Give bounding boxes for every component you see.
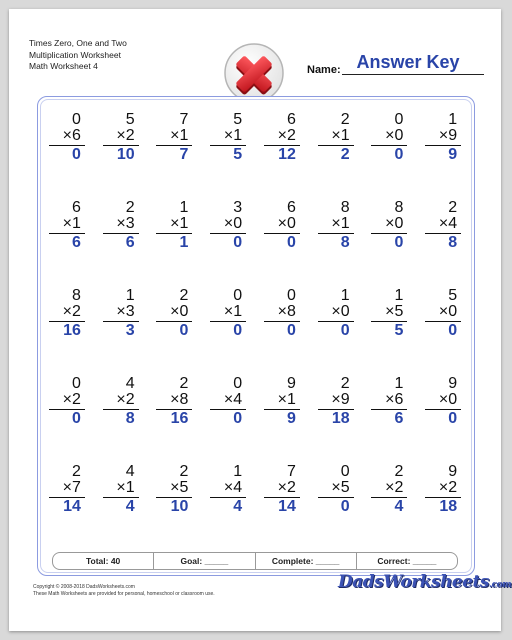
multiplication-problem <box>49 376 85 427</box>
multiplication-problem <box>49 464 85 515</box>
multiplication-problem <box>318 376 354 427</box>
score-bar <box>52 552 458 570</box>
multiplication-problem <box>156 112 192 163</box>
problem-answer: 4 <box>125 498 135 515</box>
problem-multiplier: ×5 <box>318 480 354 498</box>
problem-answer: 16 <box>63 322 81 339</box>
multiplication-problem <box>371 376 407 427</box>
problem-answer: 0 <box>340 322 350 339</box>
problem-cell <box>255 376 309 464</box>
problem-top-number: 2 <box>125 199 135 216</box>
problem-cell <box>40 376 94 464</box>
multiplication-problem <box>318 288 354 339</box>
problem-top-number: 2 <box>340 111 350 128</box>
problem-answer: 0 <box>340 498 350 515</box>
problem-multiplier: ×1 <box>318 216 354 234</box>
multiplication-problem <box>264 464 300 515</box>
problem-top-number: 1 <box>233 463 243 480</box>
multiplication-problem <box>210 112 246 163</box>
problem-cell <box>201 200 255 288</box>
problem-cell <box>416 112 470 200</box>
multiplication-problem <box>318 112 354 163</box>
problem-top-number: 5 <box>125 111 135 128</box>
problem-answer: 8 <box>340 234 350 251</box>
problem-top-number: 1 <box>394 287 404 304</box>
problem-multiplier: ×8 <box>156 392 192 410</box>
problem-multiplier: ×2 <box>103 392 139 410</box>
problem-answer: 14 <box>278 498 296 515</box>
problem-top-number: 0 <box>394 111 404 128</box>
problem-cell <box>148 200 202 288</box>
problem-top-number: 3 <box>233 199 243 216</box>
problem-multiplier: ×1 <box>49 216 85 234</box>
problem-multiplier: ×0 <box>425 304 461 322</box>
problem-multiplier: ×2 <box>425 480 461 498</box>
problem-top-number: 5 <box>448 287 458 304</box>
problem-multiplier: ×8 <box>264 304 300 322</box>
problem-answer: 8 <box>125 410 135 427</box>
problem-cell <box>363 200 417 288</box>
problem-cell <box>201 112 255 200</box>
brand-name: DadsWorksheets <box>338 572 489 592</box>
problem-top-number: 1 <box>448 111 458 128</box>
problem-answer: 0 <box>71 146 81 163</box>
problem-multiplier: ×1 <box>156 216 192 234</box>
multiplication-problem <box>103 200 139 251</box>
multiplication-problem <box>425 376 461 427</box>
problem-multiplier: ×2 <box>49 392 85 410</box>
problem-answer: 0 <box>179 322 189 339</box>
problem-top-number: 9 <box>448 463 458 480</box>
problem-answer: 0 <box>233 322 243 339</box>
multiplication-problem <box>210 288 246 339</box>
problem-multiplier: ×4 <box>210 480 246 498</box>
problem-cell <box>94 112 148 200</box>
problem-answer: 4 <box>394 498 404 515</box>
problem-cell <box>309 464 363 552</box>
problem-top-number: 0 <box>340 463 350 480</box>
problem-cell <box>309 112 363 200</box>
problem-multiplier: ×2 <box>264 480 300 498</box>
multiplication-problem <box>103 376 139 427</box>
multiplication-problem <box>156 200 192 251</box>
problem-top-number: 0 <box>286 287 296 304</box>
problem-answer: 0 <box>286 322 296 339</box>
problem-multiplier: ×1 <box>156 128 192 146</box>
problem-top-number: 8 <box>394 199 404 216</box>
problem-multiplier: ×0 <box>371 216 407 234</box>
multiplication-problem <box>371 112 407 163</box>
problem-multiplier: ×9 <box>425 128 461 146</box>
problem-cell <box>363 464 417 552</box>
problem-cell <box>255 112 309 200</box>
problem-top-number: 6 <box>71 199 81 216</box>
problem-answer: 6 <box>71 234 81 251</box>
multiplication-problem <box>371 288 407 339</box>
problem-cell <box>416 376 470 464</box>
problem-answer: 6 <box>125 234 135 251</box>
problem-cell <box>363 376 417 464</box>
problem-top-number: 0 <box>71 375 81 392</box>
problem-answer: 14 <box>63 498 81 515</box>
problem-answer: 16 <box>170 410 189 427</box>
problem-answer: 10 <box>170 498 189 515</box>
multiplication-problem <box>156 464 192 515</box>
problem-top-number: 2 <box>340 375 350 392</box>
name-label: Name: <box>307 64 341 76</box>
brand-suffix: .com <box>488 580 512 590</box>
footer <box>33 584 215 597</box>
problem-answer: 0 <box>286 234 296 251</box>
problem-multiplier: ×2 <box>264 128 300 146</box>
problem-cell <box>416 200 470 288</box>
multiplication-problem <box>49 200 85 251</box>
problem-cell <box>201 288 255 376</box>
problem-cell <box>416 288 470 376</box>
problem-top-number: 4 <box>125 463 135 480</box>
red-x-logo-icon <box>223 42 285 104</box>
problem-top-number: 1 <box>179 199 189 216</box>
problem-multiplier: ×2 <box>103 128 139 146</box>
problem-top-number: 2 <box>394 463 404 480</box>
problem-top-number: 0 <box>233 287 243 304</box>
multiplication-problem <box>103 112 139 163</box>
answer-key-title: Answer Key <box>356 52 460 72</box>
worksheet-title <box>29 38 127 73</box>
multiplication-problem <box>210 464 246 515</box>
problem-answer: 1 <box>179 234 189 251</box>
problem-answer: 5 <box>394 322 404 339</box>
problem-top-number: 1 <box>394 375 404 392</box>
problem-cell <box>94 200 148 288</box>
problem-cell <box>416 464 470 552</box>
title-line-2: Multiplication Worksheet <box>29 49 121 60</box>
problem-top-number: 2 <box>448 199 458 216</box>
problem-multiplier: ×4 <box>425 216 461 234</box>
problem-cell <box>40 288 94 376</box>
problem-top-number: 5 <box>233 111 243 128</box>
multiplication-problem <box>318 464 354 515</box>
problem-top-number: 1 <box>125 287 135 304</box>
multiplication-problem <box>264 112 300 163</box>
problem-multiplier: ×0 <box>425 392 461 410</box>
multiplication-problem <box>371 464 407 515</box>
problem-multiplier: ×0 <box>371 128 407 146</box>
problem-top-number: 7 <box>286 463 296 480</box>
problem-answer: 3 <box>125 322 135 339</box>
problem-cell <box>363 288 417 376</box>
problem-top-number: 4 <box>125 375 135 392</box>
problem-top-number: 2 <box>179 375 189 392</box>
problem-cell <box>40 200 94 288</box>
problem-multiplier: ×3 <box>103 216 139 234</box>
problem-answer: 0 <box>71 410 81 427</box>
problem-top-number: 1 <box>340 287 350 304</box>
problem-multiplier: ×0 <box>156 304 192 322</box>
problem-multiplier: ×1 <box>210 128 246 146</box>
problem-cell <box>148 288 202 376</box>
multiplication-problem <box>264 376 300 427</box>
problem-multiplier: ×7 <box>49 480 85 498</box>
multiplication-problem <box>318 200 354 251</box>
multiplication-problem <box>210 200 246 251</box>
problem-multiplier: ×3 <box>103 304 139 322</box>
problem-cell <box>255 288 309 376</box>
problem-top-number: 6 <box>286 199 296 216</box>
multiplication-problem <box>425 288 461 339</box>
problem-multiplier: ×1 <box>103 480 139 498</box>
multiplication-problem <box>49 112 85 163</box>
multiplication-problem <box>103 464 139 515</box>
problem-multiplier: ×5 <box>371 304 407 322</box>
problem-top-number: 2 <box>179 463 189 480</box>
problem-answer: 0 <box>233 234 243 251</box>
problem-cell <box>255 200 309 288</box>
problem-top-number: 9 <box>286 375 296 392</box>
problem-cell <box>309 200 363 288</box>
problem-cell <box>148 112 202 200</box>
problem-answer: 18 <box>439 498 458 515</box>
problem-answer: 0 <box>448 322 458 339</box>
multiplication-problem <box>49 288 85 339</box>
problem-top-number: 2 <box>179 287 189 304</box>
problem-answer: 12 <box>278 146 296 163</box>
problem-cell <box>201 376 255 464</box>
problem-answer: 0 <box>394 234 404 251</box>
problem-answer: 0 <box>448 410 458 427</box>
usage-text: These Math Worksheets are provided for personal, homeschool or classroom use. <box>33 590 215 597</box>
problem-cell <box>201 464 255 552</box>
total-count: Total: 40 <box>53 553 154 569</box>
multiplication-problem <box>156 288 192 339</box>
problem-cell <box>40 464 94 552</box>
problem-cell <box>148 376 202 464</box>
problem-answer: 9 <box>286 410 296 427</box>
problem-answer: 18 <box>331 410 350 427</box>
problem-cell <box>255 464 309 552</box>
problem-grid <box>40 112 470 552</box>
correct-field: Correct: _____ <box>377 556 437 566</box>
problem-top-number: 7 <box>179 111 189 128</box>
problem-multiplier: ×6 <box>49 128 85 146</box>
problem-multiplier: ×1 <box>264 392 300 410</box>
problem-multiplier: ×0 <box>264 216 300 234</box>
name-line <box>342 74 484 75</box>
problem-cell <box>309 288 363 376</box>
problem-answer: 7 <box>179 146 189 163</box>
problem-cell <box>40 112 94 200</box>
problem-answer: 8 <box>448 234 458 251</box>
multiplication-problem <box>371 200 407 251</box>
copyright-text: Copyright © 2008-2018 DadsWorksheets.com <box>33 584 135 590</box>
problem-multiplier: ×2 <box>371 480 407 498</box>
title-line-1: Times Zero, One and Two <box>29 38 127 48</box>
problem-multiplier: ×1 <box>318 128 354 146</box>
problem-cell <box>363 112 417 200</box>
problem-top-number: 2 <box>71 463 81 480</box>
problem-cell <box>94 376 148 464</box>
problem-cell <box>148 464 202 552</box>
problem-top-number: 0 <box>233 375 243 392</box>
problem-top-number: 8 <box>340 199 350 216</box>
problem-top-number: 9 <box>448 375 458 392</box>
problem-top-number: 8 <box>71 287 81 304</box>
problem-multiplier: ×0 <box>210 216 246 234</box>
problem-top-number: 0 <box>71 111 81 128</box>
problem-multiplier: ×4 <box>210 392 246 410</box>
multiplication-problem <box>425 200 461 251</box>
multiplication-problem <box>264 288 300 339</box>
problem-answer: 5 <box>233 146 243 163</box>
goal-field: Goal: _____ <box>154 553 255 569</box>
problem-cell <box>94 288 148 376</box>
multiplication-problem <box>425 112 461 163</box>
problem-multiplier: ×1 <box>210 304 246 322</box>
complete-field: Complete: _____ <box>256 553 357 569</box>
problem-answer: 2 <box>340 146 350 163</box>
problem-top-number: 6 <box>286 111 296 128</box>
multiplication-problem <box>103 288 139 339</box>
multiplication-problem <box>425 464 461 515</box>
problem-answer: 4 <box>233 498 243 515</box>
problem-answer: 6 <box>394 410 404 427</box>
problem-answer: 9 <box>448 146 458 163</box>
problem-multiplier: ×9 <box>318 392 354 410</box>
problem-cell <box>309 376 363 464</box>
problem-multiplier: ×0 <box>318 304 354 322</box>
problem-multiplier: ×2 <box>49 304 85 322</box>
brand-logo <box>338 572 511 592</box>
problem-multiplier: ×5 <box>156 480 192 498</box>
problem-multiplier: ×6 <box>371 392 407 410</box>
title-line-3: Math Worksheet 4 <box>29 61 98 71</box>
problem-answer: 0 <box>394 146 404 163</box>
problem-answer: 10 <box>116 146 135 163</box>
problem-answer: 0 <box>233 410 243 427</box>
multiplication-problem <box>264 200 300 251</box>
problem-cell <box>94 464 148 552</box>
multiplication-problem <box>210 376 246 427</box>
multiplication-problem <box>156 376 192 427</box>
